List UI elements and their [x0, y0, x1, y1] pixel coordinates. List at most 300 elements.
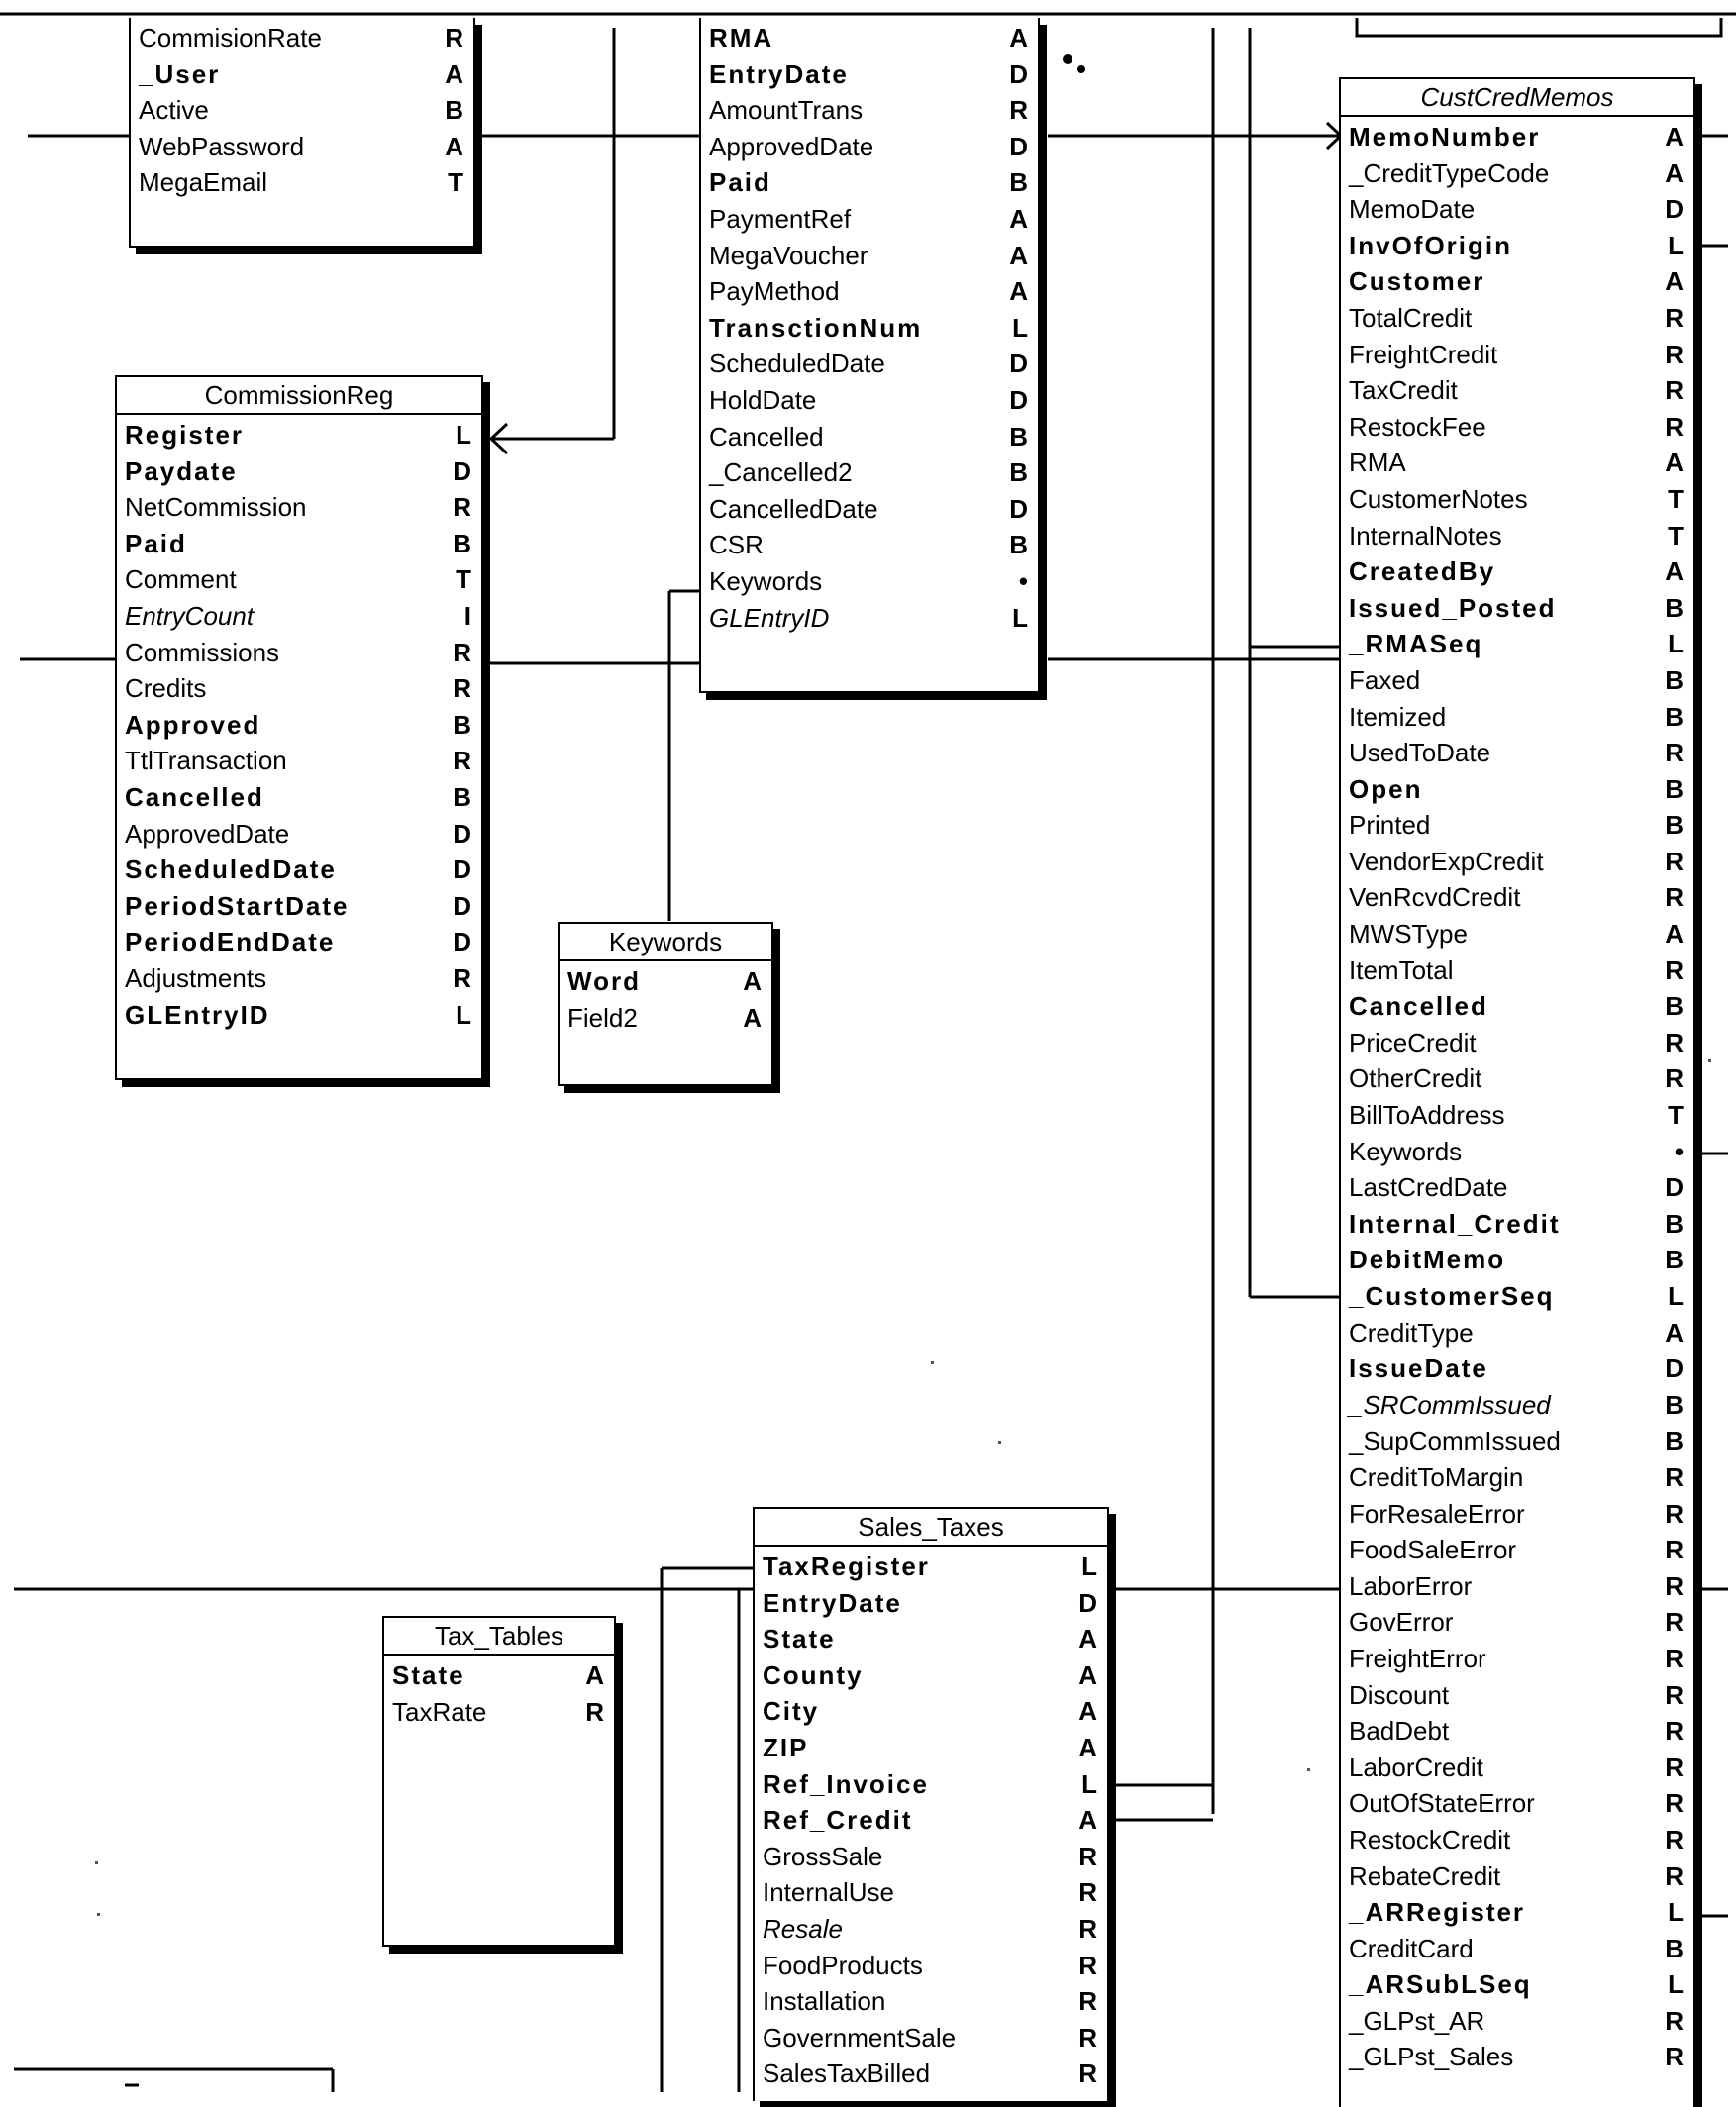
field-type: R — [453, 673, 471, 704]
field-type: A — [1009, 276, 1028, 307]
table-row[interactable] — [701, 527, 1038, 563]
table-row[interactable] — [1341, 1278, 1693, 1315]
field-type: R — [1665, 1607, 1684, 1638]
table-row[interactable] — [1341, 1894, 1693, 1931]
field-type: T — [1668, 483, 1684, 514]
field-type: R — [1665, 846, 1684, 876]
table-row[interactable] — [117, 779, 481, 816]
table-row[interactable] — [1341, 1242, 1693, 1278]
field-name: Comment — [125, 564, 237, 595]
field-type: R — [1665, 339, 1684, 369]
field-type: B — [1665, 592, 1684, 623]
table-row[interactable] — [701, 92, 1038, 129]
field-name: GrossSale — [763, 1841, 883, 1871]
field-name: TaxCredit — [1349, 375, 1458, 406]
table-row[interactable] — [701, 273, 1038, 310]
table-row[interactable] — [117, 960, 481, 997]
table-row[interactable] — [1341, 155, 1693, 192]
table-row[interactable] — [1341, 1459, 1693, 1496]
field-name: RestockCredit — [1349, 1824, 1511, 1855]
field-type: A — [743, 1002, 762, 1033]
table-commission-reg[interactable] — [115, 375, 483, 1080]
table-row[interactable] — [117, 743, 481, 779]
field-type: T — [448, 167, 463, 198]
field-type: D — [1665, 1172, 1684, 1203]
field-type: R — [1665, 1752, 1684, 1782]
field-type: A — [743, 966, 762, 996]
table-row[interactable] — [1341, 518, 1693, 554]
field-name: SalesTaxBilled — [763, 2058, 931, 2089]
field-type: L — [1668, 629, 1684, 659]
table-row[interactable] — [1341, 1025, 1693, 1061]
table-row[interactable] — [755, 1983, 1107, 2020]
field-type: R — [1665, 1716, 1684, 1747]
field-name: CustomerNotes — [1349, 483, 1528, 514]
field-type: B — [445, 95, 463, 126]
table-row[interactable] — [117, 924, 481, 960]
field-name: State — [392, 1660, 465, 1690]
field-type: A — [1665, 919, 1684, 950]
field-type: T — [1668, 1100, 1684, 1131]
table-row[interactable] — [1341, 626, 1693, 662]
field-type: D — [1009, 58, 1028, 89]
field-type: R — [1078, 1986, 1097, 2017]
table-row[interactable] — [117, 561, 481, 598]
field-type: B — [1009, 167, 1028, 198]
field-type: D — [1009, 384, 1028, 415]
field-type: D — [453, 927, 471, 957]
table-row[interactable] — [1341, 1785, 1693, 1822]
table-row[interactable] — [1341, 372, 1693, 409]
table-row[interactable] — [1341, 662, 1693, 699]
table-row[interactable] — [701, 164, 1038, 201]
field-type: B — [453, 709, 471, 740]
field-type: A — [445, 131, 463, 161]
table-row[interactable] — [1341, 1713, 1693, 1750]
table-row[interactable] — [755, 1839, 1107, 1875]
field-type: R — [453, 637, 471, 667]
field-name: _CustomerSeq — [1349, 1281, 1555, 1311]
field-name: Cancelled — [125, 781, 264, 812]
field-name: LastCredDate — [1349, 1172, 1508, 1203]
table-row[interactable] — [755, 2020, 1107, 2057]
field-name: Customer — [1349, 266, 1485, 297]
field-name: FreightError — [1349, 1643, 1486, 1673]
table-rows — [755, 1547, 1107, 2092]
field-name: Register — [125, 420, 245, 450]
field-name: County — [763, 1659, 864, 1690]
table-row[interactable] — [701, 20, 1038, 56]
field-name: Active — [139, 95, 209, 126]
table-row[interactable] — [701, 346, 1038, 382]
field-name: GovError — [1349, 1607, 1454, 1638]
table-row[interactable] — [560, 963, 771, 1000]
table-row[interactable] — [1341, 1750, 1693, 1786]
field-type: R — [1665, 2042, 1684, 2072]
table-row[interactable] — [755, 1874, 1107, 1911]
table-row[interactable] — [117, 598, 481, 635]
field-type: B — [1665, 1389, 1684, 1420]
field-type: R — [1665, 2005, 1684, 2036]
table-row[interactable] — [117, 707, 481, 744]
field-name: PriceCredit — [1349, 1027, 1477, 1057]
field-name: PayMethod — [709, 276, 840, 307]
table-row[interactable] — [131, 164, 473, 201]
field-name: CreditCard — [1349, 1933, 1474, 1963]
table-row[interactable] — [117, 670, 481, 707]
field-name: EntryDate — [709, 58, 849, 89]
field-name: Discount — [1349, 1679, 1450, 1710]
field-type: A — [1009, 203, 1028, 234]
field-name: Faxed — [1349, 664, 1421, 695]
field-name: CommisionRate — [139, 23, 322, 52]
field-type: R — [1665, 375, 1684, 406]
field-type: D — [453, 818, 471, 849]
field-name: _ARSubLSeq — [1349, 1969, 1532, 2000]
table-row[interactable] — [701, 454, 1038, 491]
table-row[interactable] — [1341, 1060, 1693, 1097]
table-row[interactable] — [1341, 1169, 1693, 1206]
field-type: R — [1009, 95, 1028, 126]
table-title: Sales_Taxes — [755, 1509, 1107, 1547]
table-row[interactable] — [1341, 1532, 1693, 1568]
field-name: Keywords — [709, 565, 823, 596]
table-row[interactable] — [755, 1911, 1107, 1948]
field-type: L — [1668, 1969, 1684, 2000]
field-type: B — [1665, 991, 1684, 1022]
table-row[interactable] — [1341, 337, 1693, 373]
field-type: A — [585, 1660, 604, 1690]
table-row[interactable] — [1341, 1858, 1693, 1895]
field-type: B — [1009, 457, 1028, 488]
table-rows — [384, 1656, 614, 1730]
field-type: D — [453, 890, 471, 921]
table-row[interactable] — [384, 1657, 614, 1694]
field-name: Cancelled — [1349, 991, 1488, 1022]
field-name: HoldDate — [709, 384, 817, 415]
table-row[interactable] — [1341, 807, 1693, 844]
field-name: _SRCommIssued — [1349, 1389, 1551, 1420]
table-row[interactable] — [701, 129, 1038, 165]
field-type: T — [456, 564, 471, 595]
table-row[interactable] — [1341, 1097, 1693, 1134]
field-type: R — [1665, 954, 1684, 985]
field-name: PeriodStartDate — [125, 890, 350, 921]
field-type: B — [1665, 701, 1684, 732]
field-name: RMA — [1349, 448, 1406, 478]
table-row[interactable] — [701, 238, 1038, 274]
table-row[interactable] — [1341, 409, 1693, 446]
field-type: • — [1018, 565, 1028, 596]
field-name: Ref_Credit — [763, 1805, 913, 1836]
field-type: A — [1665, 157, 1684, 188]
table-row[interactable] — [1341, 2003, 1693, 2040]
field-name: MegaEmail — [139, 167, 268, 198]
table-row[interactable] — [1341, 1387, 1693, 1424]
table-row[interactable] — [131, 20, 473, 56]
table-row[interactable] — [1341, 445, 1693, 481]
field-type: A — [1078, 1624, 1097, 1655]
field-name: Issued_Posted — [1349, 592, 1557, 623]
field-name: RestockFee — [1349, 411, 1486, 442]
table-row[interactable] — [131, 92, 473, 129]
table-row[interactable] — [701, 419, 1038, 455]
table-row[interactable] — [117, 852, 481, 888]
field-type: R — [1078, 2058, 1097, 2089]
field-type: R — [585, 1696, 604, 1727]
table-row[interactable] — [1341, 1568, 1693, 1605]
field-name: RebateCredit — [1349, 1860, 1501, 1891]
top-right-bracket — [1357, 18, 1721, 36]
field-name: Itemized — [1349, 701, 1447, 732]
field-type: R — [1665, 302, 1684, 333]
table-row[interactable] — [1341, 1315, 1693, 1352]
table-row[interactable] — [131, 129, 473, 165]
field-type: B — [1665, 1245, 1684, 1275]
table-row[interactable] — [755, 1802, 1107, 1839]
field-type: R — [1665, 1535, 1684, 1565]
field-type: D — [1009, 349, 1028, 379]
table-row[interactable] — [755, 1730, 1107, 1766]
field-name: Field2 — [567, 1002, 638, 1033]
table-row[interactable] — [755, 1766, 1107, 1803]
table-row[interactable] — [755, 1657, 1107, 1694]
field-name: FreightCredit — [1349, 339, 1498, 369]
table-row[interactable] — [1341, 300, 1693, 337]
field-name: MegaVoucher — [709, 240, 868, 270]
field-type: R — [1078, 1950, 1097, 1980]
field-name: Printed — [1349, 810, 1431, 841]
table-row[interactable] — [1341, 735, 1693, 771]
table-row[interactable] — [117, 489, 481, 526]
field-type: L — [1081, 1768, 1097, 1799]
table-partial-top-left[interactable] — [129, 18, 475, 248]
table-row[interactable] — [755, 2056, 1107, 2092]
field-type: R — [1665, 738, 1684, 768]
table-row[interactable] — [1341, 1604, 1693, 1641]
table-row[interactable] — [117, 526, 481, 562]
table-row[interactable] — [1341, 771, 1693, 808]
field-name: PeriodEndDate — [125, 927, 336, 957]
field-name: Installation — [763, 1986, 886, 2017]
table-row[interactable] — [701, 382, 1038, 419]
field-type: D — [1009, 493, 1028, 524]
field-name: InternalNotes — [1349, 520, 1502, 551]
table-row[interactable] — [701, 201, 1038, 238]
field-name: CreditType — [1349, 1317, 1474, 1348]
field-name: City — [763, 1696, 820, 1727]
table-row[interactable] — [384, 1694, 614, 1731]
field-name: TtlTransaction — [125, 746, 287, 776]
field-name: InvOfOrigin — [1349, 230, 1512, 260]
table-row[interactable] — [131, 56, 473, 93]
table-row[interactable] — [701, 600, 1038, 637]
field-name: _User — [139, 58, 221, 89]
field-name: ItemTotal — [1349, 954, 1454, 985]
field-type: I — [463, 600, 471, 631]
table-row[interactable] — [1341, 228, 1693, 264]
field-name: BadDebt — [1349, 1716, 1450, 1747]
field-type: A — [1078, 1805, 1097, 1836]
field-type: A — [1665, 556, 1684, 587]
table-row[interactable] — [1341, 1351, 1693, 1387]
field-type: R — [453, 492, 471, 523]
field-name: Word — [567, 966, 641, 996]
table-title: Keywords — [560, 924, 771, 961]
field-type: D — [1078, 1587, 1097, 1618]
field-name: CancelledDate — [709, 493, 878, 524]
table-title: Tax_Tables — [384, 1618, 614, 1656]
field-name: InternalUse — [763, 1877, 894, 1908]
table-partial-top-mid[interactable] — [699, 18, 1040, 693]
field-type: A — [445, 58, 463, 89]
table-row[interactable] — [117, 888, 481, 925]
field-type: L — [1668, 230, 1684, 260]
field-name: MWSType — [1349, 919, 1468, 950]
table-row[interactable] — [1341, 2039, 1693, 2075]
field-type: R — [1665, 1679, 1684, 1710]
table-row[interactable] — [755, 1693, 1107, 1730]
field-type: R — [1665, 1461, 1684, 1492]
field-type: A — [1665, 448, 1684, 478]
field-name: GLEntryID — [709, 602, 830, 633]
field-name: IssueDate — [1349, 1354, 1488, 1384]
field-type: L — [1668, 1281, 1684, 1311]
scan-noise-dot — [1307, 1768, 1310, 1771]
scan-noise-dot — [1708, 1059, 1711, 1062]
table-row[interactable] — [117, 635, 481, 671]
table-row[interactable] — [117, 417, 481, 453]
table-row[interactable] — [1341, 1134, 1693, 1170]
field-name: FoodProducts — [763, 1950, 923, 1980]
field-name: WebPassword — [139, 131, 305, 161]
field-type: L — [1012, 602, 1028, 633]
field-name: Paydate — [125, 455, 238, 486]
table-row[interactable] — [1341, 1677, 1693, 1714]
table-row[interactable] — [755, 1621, 1107, 1657]
field-type: A — [1009, 23, 1028, 52]
table-row[interactable] — [1341, 590, 1693, 627]
field-name: Commissions — [125, 637, 280, 667]
table-row[interactable] — [1341, 699, 1693, 736]
table-row[interactable] — [1341, 119, 1693, 155]
table-row[interactable] — [117, 816, 481, 853]
table-row[interactable] — [560, 1000, 771, 1037]
field-name: State — [763, 1624, 836, 1655]
table-keywords[interactable] — [558, 922, 773, 1086]
table-row[interactable] — [1341, 879, 1693, 916]
table-row[interactable] — [1341, 1822, 1693, 1858]
field-type: B — [1665, 773, 1684, 804]
field-name: GovernmentSale — [763, 2022, 957, 2053]
field-name: _GLPst_Sales — [1349, 2042, 1514, 2072]
field-type: R — [445, 23, 463, 52]
table-row[interactable] — [1341, 844, 1693, 880]
field-name: _ARRegister — [1349, 1897, 1526, 1928]
field-name: ForResaleError — [1349, 1498, 1525, 1529]
field-type: B — [1665, 664, 1684, 695]
field-type: B — [1665, 1426, 1684, 1456]
field-name: OtherCredit — [1349, 1063, 1482, 1094]
scribble-mark — [1063, 54, 1072, 64]
table-row[interactable] — [755, 1948, 1107, 1984]
field-type: R — [1665, 1643, 1684, 1673]
table-row[interactable] — [1341, 481, 1693, 518]
scan-noise-dot — [97, 1913, 100, 1916]
table-row[interactable] — [1341, 1966, 1693, 2003]
field-name: Credits — [125, 673, 207, 704]
table-rows — [1341, 117, 1693, 2075]
table-row[interactable] — [701, 491, 1038, 528]
field-name: _CreditTypeCode — [1349, 157, 1550, 188]
field-type: A — [1665, 266, 1684, 297]
field-name: EntryCount — [125, 600, 255, 631]
field-name: ApprovedDate — [709, 131, 874, 161]
table-rows — [701, 18, 1038, 636]
field-type: L — [1668, 1897, 1684, 1928]
table-row[interactable] — [1341, 1496, 1693, 1533]
field-name: TaxRate — [392, 1696, 487, 1727]
table-sales-taxes[interactable] — [753, 1507, 1109, 2101]
table-row[interactable] — [117, 997, 481, 1034]
field-name: DebitMemo — [1349, 1245, 1506, 1275]
table-row[interactable] — [1341, 1423, 1693, 1459]
table-row[interactable] — [755, 1549, 1107, 1585]
field-type: B — [1665, 1933, 1684, 1963]
table-row[interactable] — [1341, 263, 1693, 300]
table-row[interactable] — [1341, 988, 1693, 1025]
table-row[interactable] — [1341, 916, 1693, 953]
table-row[interactable] — [701, 563, 1038, 600]
table-row[interactable] — [117, 453, 481, 490]
field-name: _Cancelled2 — [709, 457, 853, 488]
table-row[interactable] — [1341, 1641, 1693, 1677]
field-name: ScheduledDate — [709, 349, 885, 379]
field-type: D — [1665, 194, 1684, 225]
field-type: • — [1674, 1136, 1684, 1166]
table-title: CommissionReg — [117, 377, 481, 415]
field-name: Cancelled — [709, 421, 824, 452]
field-name: TransctionNum — [709, 312, 923, 343]
field-type: A — [1078, 1696, 1097, 1727]
field-name: FoodSaleError — [1349, 1535, 1517, 1565]
table-row[interactable] — [1341, 953, 1693, 989]
table-row[interactable] — [1341, 553, 1693, 590]
field-type: R — [1665, 1063, 1684, 1094]
field-name: LaborError — [1349, 1570, 1473, 1601]
scan-noise-dot — [931, 1361, 934, 1364]
field-type: R — [1665, 1027, 1684, 1057]
field-type: B — [1009, 421, 1028, 452]
table-row[interactable] — [1341, 191, 1693, 228]
field-type: B — [1665, 810, 1684, 841]
table-tax-tables[interactable] — [382, 1616, 616, 1947]
table-row[interactable] — [1341, 1931, 1693, 1967]
field-type: R — [1078, 2022, 1097, 2053]
field-type: A — [1078, 1659, 1097, 1690]
scan-noise-dot — [95, 1861, 98, 1864]
table-cust-cred-memos[interactable] — [1339, 77, 1695, 2107]
field-name: CreatedBy — [1349, 556, 1496, 587]
field-name: _GLPst_AR — [1349, 2005, 1485, 2036]
table-row[interactable] — [701, 310, 1038, 347]
field-type: R — [1078, 1841, 1097, 1871]
field-name: Paid — [709, 167, 771, 198]
table-row[interactable] — [755, 1585, 1107, 1622]
table-row[interactable] — [1341, 1206, 1693, 1243]
field-name: VenRcvdCredit — [1349, 882, 1521, 913]
table-row[interactable] — [701, 56, 1038, 93]
